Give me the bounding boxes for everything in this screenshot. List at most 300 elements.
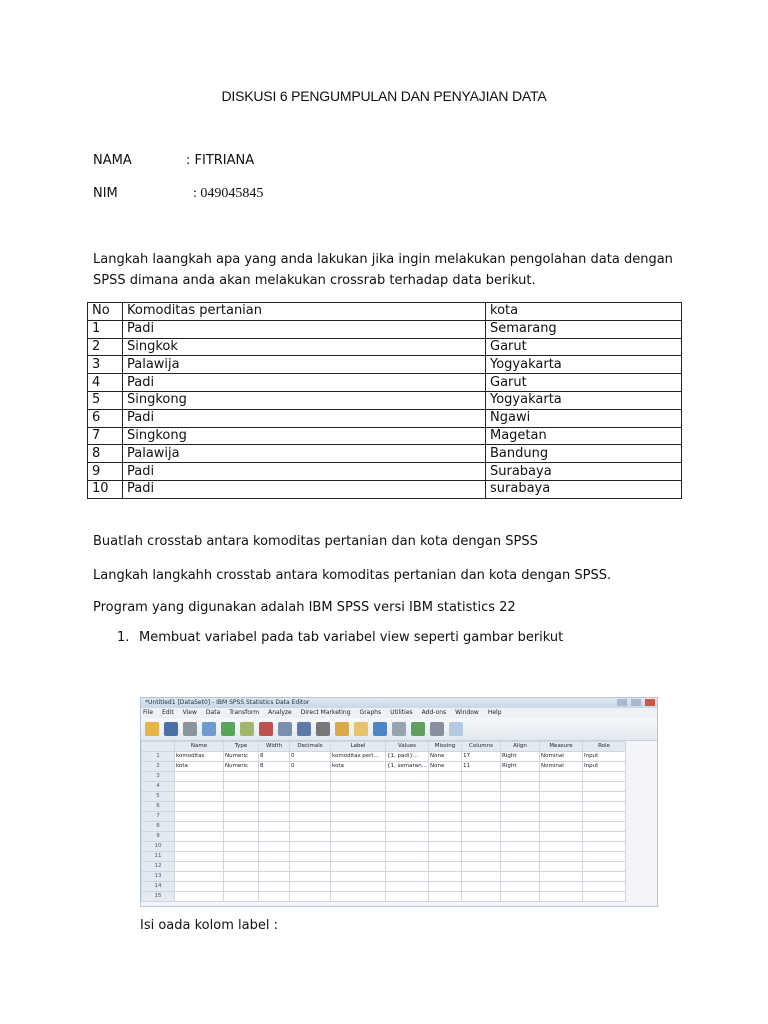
grid-cell — [583, 862, 626, 872]
grid-cell — [429, 842, 462, 852]
show-all-icon — [430, 722, 444, 736]
grid-cell — [501, 872, 540, 882]
grid-row — [142, 762, 626, 772]
variables-icon — [297, 722, 311, 736]
print-icon — [183, 722, 197, 736]
grid-column-header: Columns — [462, 742, 501, 752]
table-row — [88, 374, 682, 392]
grid-cell — [331, 772, 386, 782]
redo-icon — [240, 722, 254, 736]
grid-cell — [175, 852, 224, 862]
grid-cell — [331, 802, 386, 812]
spss-toolbar — [141, 718, 657, 741]
grid-cell — [290, 862, 331, 872]
grid-row-number: 6 — [142, 802, 175, 812]
grid-column-header: Values — [386, 742, 429, 752]
grid-row — [142, 772, 626, 782]
grid-cell — [501, 842, 540, 852]
grid-row-number: 4 — [142, 782, 175, 792]
grid-cell — [429, 802, 462, 812]
grid-column-header: Width — [259, 742, 290, 752]
grid-cell — [540, 892, 583, 902]
grid-cell: Input — [583, 762, 626, 772]
grid-cell: Numeric — [224, 752, 259, 762]
instruction-paragraph: Buatlah crosstab antara komoditas pertanian dan kota dengan SPSS — [93, 534, 538, 549]
maximize-icon — [631, 699, 641, 706]
table-cell: 4 — [88, 374, 123, 392]
step-1 — [117, 630, 563, 645]
grid-cell — [175, 802, 224, 812]
grid-row — [142, 882, 626, 892]
grid-row-number: 7 — [142, 812, 175, 822]
grid-row — [142, 782, 626, 792]
grid-cell — [224, 882, 259, 892]
grid-cell — [290, 892, 331, 902]
grid-cell — [386, 872, 429, 882]
table-cell: Padi — [123, 409, 486, 427]
grid-cell — [429, 852, 462, 862]
grid-row — [142, 822, 626, 832]
grid-cell — [386, 882, 429, 892]
table-cell: 1 — [88, 320, 123, 338]
grid-cell — [175, 862, 224, 872]
grid-cell: 11 — [462, 762, 501, 772]
spelling-icon — [449, 722, 463, 736]
table-header-cell: kota — [486, 303, 682, 321]
table-row — [88, 409, 682, 427]
spss-window-title: *Untitled1 [DataSet0] - IBM SPSS Statistics Data Editor — [145, 699, 310, 706]
spss-menu-item: Help — [487, 709, 502, 716]
table-cell: Singkong — [123, 427, 486, 445]
table-cell: Palawija — [123, 445, 486, 463]
grid-cell — [175, 882, 224, 892]
grid-row — [142, 832, 626, 842]
grid-cell — [386, 792, 429, 802]
grid-cell — [331, 892, 386, 902]
grid-row — [142, 872, 626, 882]
grid-row-number: 9 — [142, 832, 175, 842]
grid-row — [142, 842, 626, 852]
grid-cell: 0 — [290, 752, 331, 762]
table-cell: Ngawi — [486, 409, 682, 427]
grid-cell: Right — [501, 762, 540, 772]
grid-column-header: Label — [331, 742, 386, 752]
grid-cell — [386, 862, 429, 872]
grid-cell — [290, 842, 331, 852]
nim-value: : 049045845 — [193, 186, 264, 201]
grid-cell — [331, 822, 386, 832]
table-cell: Garut — [486, 338, 682, 356]
grid-cell — [290, 812, 331, 822]
grid-cell — [259, 792, 290, 802]
value-labels-icon — [392, 722, 406, 736]
grid-cell — [583, 882, 626, 892]
grid-cell — [175, 782, 224, 792]
grid-cell: Right — [501, 752, 540, 762]
grid-cell — [386, 852, 429, 862]
grid-cell — [429, 782, 462, 792]
grid-cell: kota — [175, 762, 224, 772]
grid-cell: None — [429, 762, 462, 772]
grid-cell — [290, 872, 331, 882]
grid-cell — [462, 842, 501, 852]
table-row — [88, 463, 682, 481]
steps-paragraph: Langkah langkahh crosstab antara komoditas pertanian dan kota dengan SPSS. — [93, 568, 612, 583]
grid-cell — [259, 882, 290, 892]
table-cell: Garut — [486, 374, 682, 392]
grid-cell — [462, 802, 501, 812]
undo-icon — [221, 722, 235, 736]
step-1-number: 1. — [117, 630, 130, 645]
grid-cell — [501, 772, 540, 782]
grid-cell — [224, 802, 259, 812]
table-cell: Bandung — [486, 445, 682, 463]
grid-cell — [331, 882, 386, 892]
grid-cell — [462, 882, 501, 892]
grid-cell — [501, 822, 540, 832]
grid-cell — [462, 772, 501, 782]
grid-cell — [540, 812, 583, 822]
grid-cell — [462, 782, 501, 792]
select-cases-icon — [373, 722, 387, 736]
grid-cell — [331, 852, 386, 862]
grid-row — [142, 752, 626, 762]
table-cell: Surabaya — [486, 463, 682, 481]
split-file-icon — [354, 722, 368, 736]
table-cell: Magetan — [486, 427, 682, 445]
grid-cell — [224, 872, 259, 882]
grid-row — [142, 892, 626, 902]
grid-cell — [259, 862, 290, 872]
minimize-icon — [617, 699, 627, 706]
table-row — [88, 391, 682, 409]
grid-row-number: 12 — [142, 862, 175, 872]
grid-cell — [386, 772, 429, 782]
table-row — [88, 356, 682, 374]
grid-cell — [259, 832, 290, 842]
grid-cell — [175, 822, 224, 832]
table-cell: 3 — [88, 356, 123, 374]
grid-cell — [331, 872, 386, 882]
grid-cell: 8 — [259, 762, 290, 772]
grid-column-header: Type — [224, 742, 259, 752]
spss-menu-item: Edit — [162, 709, 174, 716]
grid-cell — [583, 892, 626, 902]
grid-corner — [142, 742, 175, 752]
grid-cell: 8 — [259, 752, 290, 762]
grid-cell — [290, 772, 331, 782]
grid-cell — [331, 782, 386, 792]
table-cell: Palawija — [123, 356, 486, 374]
grid-cell — [429, 892, 462, 902]
grid-cell — [224, 862, 259, 872]
grid-cell: 17 — [462, 752, 501, 762]
grid-cell — [175, 772, 224, 782]
table-cell: Yogyakarta — [486, 356, 682, 374]
grid-cell — [259, 872, 290, 882]
grid-cell — [540, 832, 583, 842]
grid-cell — [259, 812, 290, 822]
grid-row — [142, 852, 626, 862]
grid-cell: None — [429, 752, 462, 762]
table-row — [88, 427, 682, 445]
close-icon — [645, 699, 655, 706]
grid-cell — [583, 832, 626, 842]
grid-cell — [224, 792, 259, 802]
grid-cell — [462, 852, 501, 862]
grid-row — [142, 812, 626, 822]
spss-menu-item: Window — [455, 709, 479, 716]
spss-menu-item: Direct Marketing — [300, 709, 351, 716]
grid-cell — [540, 802, 583, 812]
grid-cell — [290, 832, 331, 842]
grid-cell — [501, 802, 540, 812]
grid-cell: Nominal — [540, 752, 583, 762]
table-row — [88, 338, 682, 356]
grid-row-number: 14 — [142, 882, 175, 892]
grid-cell: Input — [583, 752, 626, 762]
spss-menu-item: Transform — [229, 709, 260, 716]
grid-cell — [540, 822, 583, 832]
grid-row-number: 3 — [142, 772, 175, 782]
grid-cell — [429, 862, 462, 872]
grid-cell — [540, 772, 583, 782]
grid-cell — [259, 822, 290, 832]
table-cell: surabaya — [486, 480, 682, 498]
spss-screenshot — [140, 697, 658, 907]
grid-cell — [501, 832, 540, 842]
grid-cell — [290, 792, 331, 802]
grid-cell — [331, 792, 386, 802]
table-row — [88, 320, 682, 338]
grid-cell — [175, 892, 224, 902]
grid-row-number: 1 — [142, 752, 175, 762]
grid-cell — [501, 852, 540, 862]
grid-cell — [386, 822, 429, 832]
grid-cell — [175, 812, 224, 822]
grid-cell — [224, 782, 259, 792]
grid-cell: Numeric — [224, 762, 259, 772]
table-cell: Padi — [123, 374, 486, 392]
grid-cell — [331, 862, 386, 872]
grid-cell — [331, 842, 386, 852]
grid-cell — [429, 772, 462, 782]
grid-cell — [290, 802, 331, 812]
grid-cell — [462, 832, 501, 842]
grid-cell — [583, 782, 626, 792]
grid-cell — [462, 872, 501, 882]
dialog-recall-icon — [202, 722, 216, 736]
nama-value: : FITRIANA — [186, 153, 255, 168]
grid-cell — [290, 782, 331, 792]
grid-cell — [175, 832, 224, 842]
table-cell: Padi — [123, 480, 486, 498]
grid-cell — [462, 812, 501, 822]
grid-cell — [175, 842, 224, 852]
grid-cell: komoditas — [175, 752, 224, 762]
grid-column-header: Decimals — [290, 742, 331, 752]
grid-cell — [540, 882, 583, 892]
grid-row-number: 10 — [142, 842, 175, 852]
step-1-text: Membuat variabel pada tab variabel view seperti gambar berikut — [139, 630, 564, 645]
grid-cell — [462, 822, 501, 832]
grid-cell — [259, 782, 290, 792]
grid-cell — [224, 852, 259, 862]
grid-cell — [224, 842, 259, 852]
table-header-cell: Komoditas pertanian — [123, 303, 486, 321]
grid-cell — [429, 792, 462, 802]
spss-menu-item: View — [182, 709, 197, 716]
grid-cell — [259, 892, 290, 902]
grid-cell — [259, 842, 290, 852]
table-cell: 9 — [88, 463, 123, 481]
spss-menu-item: Utilities — [390, 709, 413, 716]
spss-menu-item: Analyze — [268, 709, 292, 716]
spss-titlebar — [141, 698, 657, 708]
spss-menu-item: File — [143, 709, 154, 716]
grid-cell — [583, 872, 626, 882]
grid-cell — [501, 792, 540, 802]
table-header-row — [88, 303, 682, 321]
grid-cell — [583, 772, 626, 782]
nama-field — [93, 153, 255, 168]
grid-cell — [501, 882, 540, 892]
grid-cell — [540, 862, 583, 872]
table-cell: Padi — [123, 320, 486, 338]
grid-column-header: Missing — [429, 742, 462, 752]
table-cell: 8 — [88, 445, 123, 463]
find-icon — [316, 722, 330, 736]
grid-column-header: Role — [583, 742, 626, 752]
program-paragraph: Program yang digunakan adalah IBM SPSS versi IBM statistics 22 — [93, 600, 516, 615]
grid-row-number: 8 — [142, 822, 175, 832]
grid-cell — [224, 822, 259, 832]
grid-cell — [259, 802, 290, 812]
grid-cell — [290, 882, 331, 892]
table-cell: 5 — [88, 391, 123, 409]
grid-row — [142, 792, 626, 802]
grid-cell — [386, 832, 429, 842]
grid-cell — [429, 832, 462, 842]
table-cell: Yogyakarta — [486, 391, 682, 409]
spss-menu-item: Graphs — [359, 709, 382, 716]
grid-cell — [501, 782, 540, 792]
table-cell: Singkok — [123, 338, 486, 356]
grid-cell — [259, 772, 290, 782]
grid-cell — [540, 782, 583, 792]
grid-row-number: 2 — [142, 762, 175, 772]
grid-row — [142, 862, 626, 872]
grid-column-header: Align — [501, 742, 540, 752]
grid-cell — [540, 792, 583, 802]
grid-cell — [501, 892, 540, 902]
grid-row-number: 5 — [142, 792, 175, 802]
grid-cell — [540, 872, 583, 882]
grid-cell: {1, padi}... — [386, 752, 429, 762]
table-row — [88, 445, 682, 463]
grid-column-header: Measure — [540, 742, 583, 752]
insert-cases-icon — [335, 722, 349, 736]
grid-row-number: 15 — [142, 892, 175, 902]
grid-cell — [290, 852, 331, 862]
question-paragraph: Langkah laangkah apa yang anda lakukan jika ingin melakukan pengolahan data dengan SPSS dimana anda akan melakukan crossrab terhadap data berikut. — [93, 252, 673, 288]
grid-cell — [331, 832, 386, 842]
grid-row-number: 11 — [142, 852, 175, 862]
grid-cell — [429, 882, 462, 892]
table-cell: Singkong — [123, 391, 486, 409]
grid-cell — [290, 822, 331, 832]
grid-cell — [462, 892, 501, 902]
grid-cell — [583, 822, 626, 832]
grid-cell — [386, 842, 429, 852]
grid-cell — [462, 862, 501, 872]
grid-cell — [224, 892, 259, 902]
table-cell: 2 — [88, 338, 123, 356]
grid-cell — [501, 862, 540, 872]
spss-menu-item: Data — [205, 709, 221, 716]
table-cell: Padi — [123, 463, 486, 481]
grid-cell — [501, 812, 540, 822]
grid-cell — [386, 892, 429, 902]
grid-cell — [386, 802, 429, 812]
grid-row — [142, 802, 626, 812]
grid-cell: {1, semaran... — [386, 762, 429, 772]
table-cell: 10 — [88, 480, 123, 498]
grid-cell: Nominal — [540, 762, 583, 772]
grid-cell — [175, 872, 224, 882]
grid-cell — [540, 842, 583, 852]
use-sets-icon — [411, 722, 425, 736]
grid-cell — [462, 792, 501, 802]
grid-row-number: 13 — [142, 872, 175, 882]
table-cell: Semarang — [486, 320, 682, 338]
grid-cell — [386, 812, 429, 822]
grid-cell — [429, 872, 462, 882]
table-row — [88, 480, 682, 498]
grid-cell: komoditas pert... — [331, 752, 386, 762]
grid-cell — [386, 782, 429, 792]
open-folder-icon — [145, 722, 159, 736]
grid-cell — [540, 852, 583, 862]
grid-cell — [583, 802, 626, 812]
nim-label: NIM — [93, 186, 118, 201]
table-cell: 6 — [88, 409, 123, 427]
variable-view-grid — [141, 741, 626, 902]
grid-cell: kota — [331, 762, 386, 772]
grid-cell — [331, 812, 386, 822]
data-table — [87, 302, 682, 499]
grid-cell — [429, 812, 462, 822]
grid-cell — [583, 812, 626, 822]
save-icon — [164, 722, 178, 736]
goto-case-icon — [259, 722, 273, 736]
grid-cell — [175, 792, 224, 802]
goto-variable-icon — [278, 722, 292, 736]
nim-field — [93, 186, 264, 201]
table-header-cell: No — [88, 303, 123, 321]
table-cell: 7 — [88, 427, 123, 445]
grid-cell — [429, 822, 462, 832]
grid-cell — [224, 772, 259, 782]
grid-cell — [224, 832, 259, 842]
grid-cell — [583, 852, 626, 862]
grid-cell — [259, 852, 290, 862]
document-title: DISKUSI 6 PENGUMPULAN DAN PENYAJIAN DATA — [221, 88, 547, 104]
nama-label: NAMA — [93, 153, 132, 168]
grid-cell: 0 — [290, 762, 331, 772]
grid-cell — [583, 792, 626, 802]
grid-cell — [224, 812, 259, 822]
